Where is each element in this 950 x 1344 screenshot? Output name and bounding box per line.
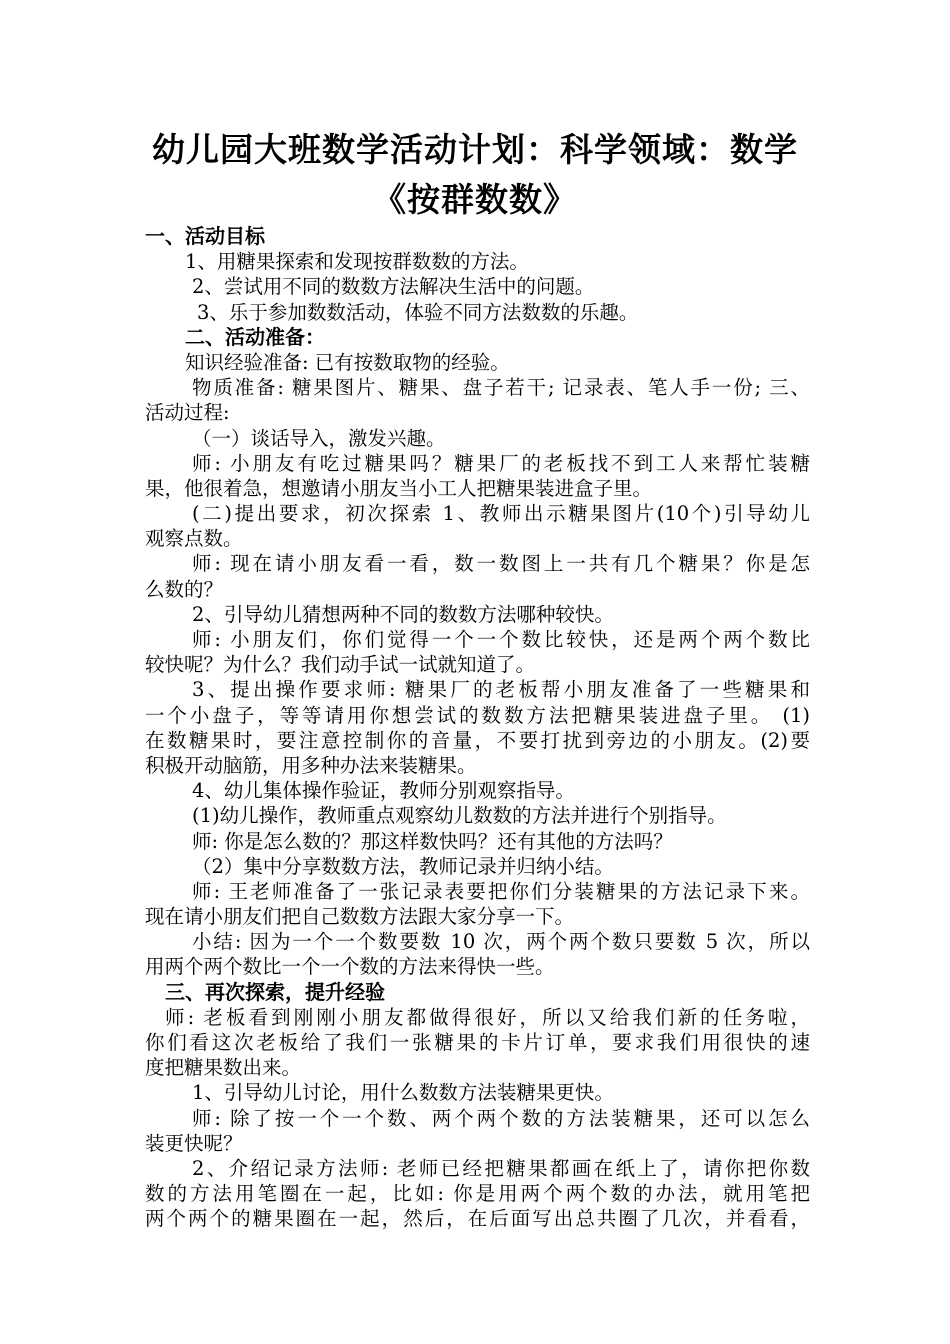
text-line: 积极开动脑筋，用多种办法来装糖果。 xyxy=(145,753,477,777)
section-heading: 三、再次探索，提升经验 xyxy=(165,979,385,1004)
text-line: 小结: 因为一个一个数要数 10 次，两个两个数只要数 5 次，所以 xyxy=(192,930,810,954)
text-line: 你们看这次老板给了我们一张糖果的卡片订单，要求我们用很快的速 xyxy=(145,1031,810,1054)
text-line: 师: 你是怎么数的？那这样数快吗？还有其他的方法吗？ xyxy=(192,829,673,853)
text-line: （一）谈话导入，激发兴趣。 xyxy=(192,426,446,450)
document-body xyxy=(145,224,810,1232)
section-heading: 一、活动目标 xyxy=(145,224,265,248)
text-line: 师: 小朋友有吃过糖果吗？糖果厂的老板找不到工人来帮忙装糖 xyxy=(192,451,810,475)
text-line: 1、引导幼儿讨论，用什么数数方法装糖果更快。 xyxy=(192,1081,614,1105)
text-line: 一个小盘子，等等请用你想尝试的数数方法把糖果装进盘子里。 (1) xyxy=(145,703,810,727)
text-line: 用两个两个数比一个一个数的方法来得快一些。 xyxy=(145,955,555,979)
text-line: 师: 王老师准备了一张记录表要把你们分装糖果的方法记录下来。 xyxy=(192,879,810,903)
text-line: 现在请小朋友们把自己数数方法跟大家分享一下。 xyxy=(145,905,575,929)
text-line: 4、幼儿集体操作验证，教师分别观察指导。 xyxy=(192,779,575,803)
text-line: 活动过程: xyxy=(145,401,230,425)
text-line: 数的方法用笔圈在一起，比如: 你是用两个两个数的办法，就用笔把 xyxy=(145,1182,810,1206)
text-line: 3、乐于参加数数活动，体验不同方法数数的乐趣。 xyxy=(197,300,639,324)
text-line: 两个两个的糖果圈在一起，然后，在后面写出总共圈了几次，并看看， xyxy=(145,1207,810,1231)
text-line: 么数的？ xyxy=(145,577,224,601)
text-line: 师: 除了按一个一个数、两个两个数的方法装糖果，还可以怎么 xyxy=(192,1106,810,1130)
document-title-line-1: 幼儿园大班数学活动计划：科学领域：数学 xyxy=(152,130,798,169)
text-line: (二)提出要求，初次探索 1、教师出示糖果图片(10个)引导幼儿 xyxy=(192,502,810,526)
text-line: 知识经验准备: 已有按数取物的经验。 xyxy=(185,350,510,374)
text-line: 2、介绍记录方法师: 老师已经把糖果都画在纸上了，请你把你数 xyxy=(192,1156,810,1180)
text-line: 物质准备: 糖果图片、糖果、盘子若干; 记录表、笔人手一份; 三、 xyxy=(192,376,810,400)
text-line: 师: 小朋友们，你们觉得一个一个数比较快，还是两个两个数比 xyxy=(192,628,810,651)
text-line: 果，他很着急，想邀请小朋友当小工人把糖果装进盒子里。 xyxy=(145,476,653,500)
text-line: （2）集中分享数数方法，教师记录并归纳小结。 xyxy=(192,854,614,878)
text-line: 在数糖果时，要注意控制你的音量，不要打扰到旁边的小朋友。(2)要 xyxy=(145,728,810,752)
section-heading: 二、活动准备： xyxy=(185,324,325,349)
text-line: 3、提出操作要求师: 糖果厂的老板帮小朋友准备了一些糖果和 xyxy=(192,678,810,702)
text-line: 度把糖果数出来。 xyxy=(145,1056,302,1080)
text-line: 2、引导幼儿猜想两种不同的数数方法哪种较快。 xyxy=(192,602,614,626)
text-line: 1、用糖果探索和发现按群数数的方法。 xyxy=(185,250,529,274)
text-line: 师: 现在请小朋友看一看，数一数图上一共有几个糖果？你是怎 xyxy=(192,552,810,576)
text-line: 较快呢？为什么？我们动手试一试就知道了。 xyxy=(145,653,536,677)
text-line: 2、尝试用不同的数数方法解决生活中的问题。 xyxy=(192,275,595,299)
document-title-line-2: 《按群数数》 xyxy=(373,180,577,219)
text-line: 师: 老板看到刚刚小朋友都做得很好，所以又给我们新的任务啦， xyxy=(165,1005,810,1029)
text-line: (1)幼儿操作，教师重点观察幼儿数数的方法并进行个别指导。 xyxy=(192,804,727,828)
text-line: 装更快呢？ xyxy=(145,1131,243,1155)
text-line: 观察点数。 xyxy=(145,527,243,551)
